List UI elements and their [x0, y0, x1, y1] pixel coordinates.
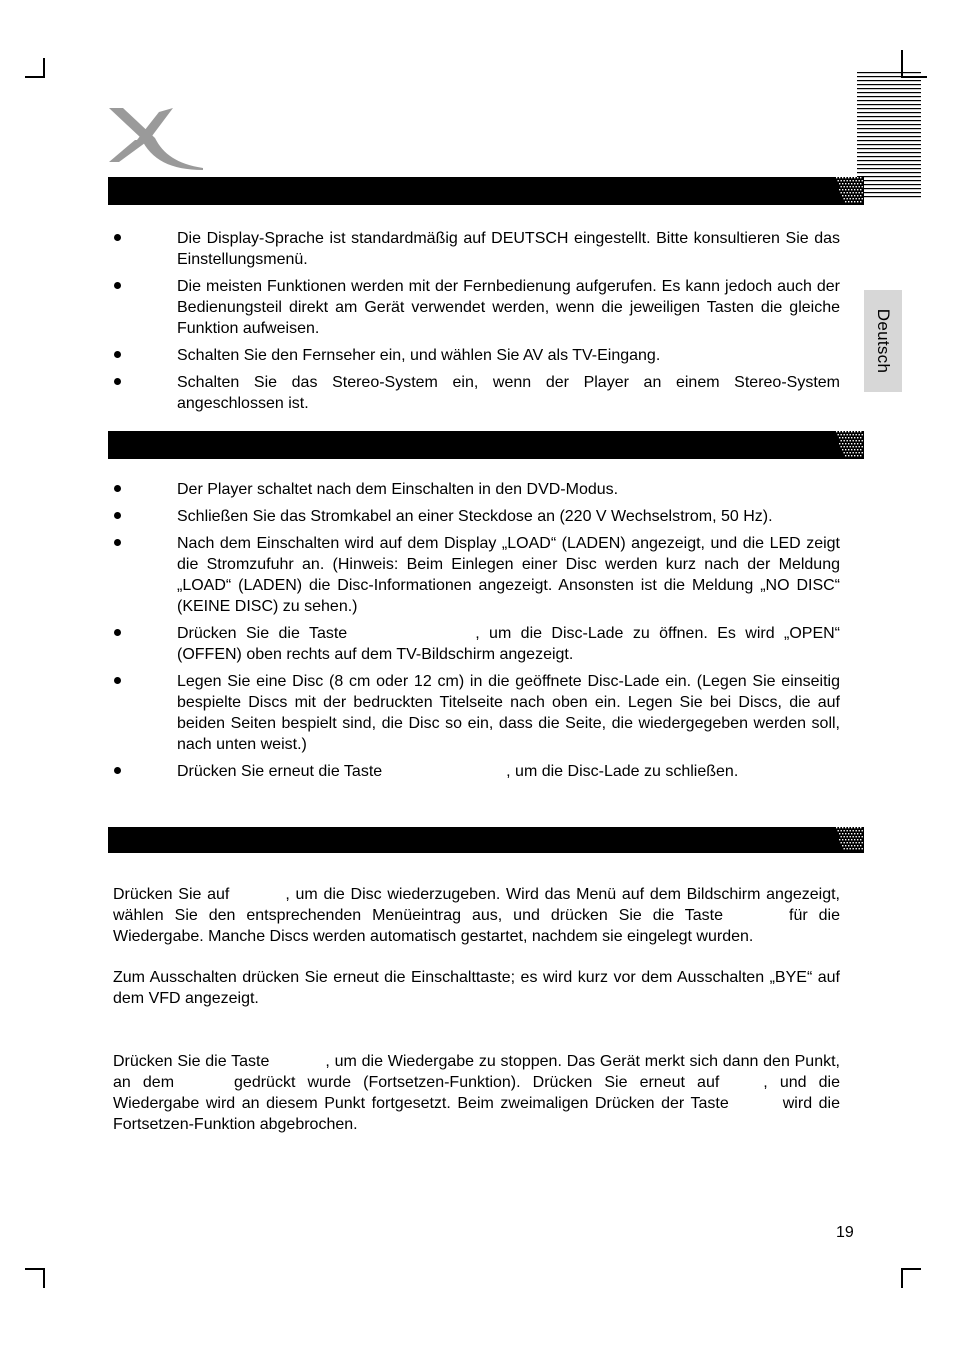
crop-mark-top-left — [25, 76, 45, 78]
brand-x-logo — [105, 104, 205, 172]
crop-mark-top-left — [43, 58, 45, 78]
language-tab-label: Deutsch — [874, 308, 893, 374]
list-item: Die meisten Funktionen werden mit der Fernbedienung aufgerufen. Es kann jedoch auch der Bedienungsteil direkt am Gerät verwendet werden, wenn die jeweiligen Tasten die gleiche Funktion aufweisen. — [110, 276, 840, 339]
page-number: 19 — [836, 1224, 854, 1241]
bullet-icon — [114, 512, 121, 519]
preparation-list — [110, 228, 840, 420]
list-item: Der Player schaltet nach dem Einschalten in den DVD-Modus. — [110, 479, 840, 500]
section-header-bar — [108, 431, 864, 459]
dot-pattern — [830, 431, 864, 459]
list-item: Schalten Sie den Fernseher ein, und wählen Sie AV als TV-Eingang. — [110, 345, 840, 366]
list-item: Legen Sie eine Disc (8 cm oder 12 cm) in die geöffnete Disc-Lade ein. (Legen Sie einseitig bespielte Discs mit der bedruckten Titelseite nach oben ein. Legen Sie bei Discs, die auf beiden Seiten bespielt sind, die Disc so ein, dass die Seite, die wiedergegeben werden soll, nach unten weist.) — [110, 671, 840, 755]
dot-pattern — [830, 177, 864, 205]
crop-mark-bottom-left — [43, 1268, 45, 1288]
dot-pattern — [830, 827, 864, 853]
bullet-icon — [114, 485, 121, 492]
bullet-icon — [114, 234, 121, 241]
list-item: Die Display-Sprache ist standardmäßig auf DEUTSCH eingestellt. Bitte konsultieren Sie das Einstellungsmenü. — [110, 228, 840, 270]
section-header-bar — [108, 827, 864, 853]
power-on-list — [110, 479, 840, 788]
list-item: Drücken Sie erneut die Taste , um die Disc-Lade zu schließen. — [110, 761, 840, 782]
crop-mark-bottom-right — [901, 1268, 921, 1270]
crop-mark-bottom-left — [25, 1268, 45, 1270]
bullet-icon — [114, 629, 121, 636]
list-item: Schließen Sie das Stromkabel an einer Steckdose an (220 V Wechselstrom, 50 Hz). — [110, 506, 840, 527]
playback-paragraph: Drücken Sie auf , um die Disc wiederzugeben. Wird das Menü auf dem Bildschirm angezeigt, wählen Sie den entsprechenden Menüeintrag aus, und drücken Sie die Taste für die Wiedergabe. Manche Discs werden automatisch gestartet, nachdem sie eingelegt wurden. — [113, 886, 841, 945]
decorative-stripes — [857, 72, 921, 200]
bullet-icon — [114, 282, 121, 289]
list-item: Drücken Sie die Taste , um die Disc-Lade zu öffnen. Es wird „OPEN“ (OFFEN) oben rechts auf dem TV-Bildschirm angezeigt. — [110, 623, 840, 665]
bullet-icon — [114, 677, 121, 684]
list-item: Nach dem Einschalten wird auf dem Display „LOAD“ (LADEN) angezeigt, und die LED zeigt die Stromzufuhr an. (Hinweis: Beim Einlegen einer Disc werden kurz nach der Meldung „LOAD“ (LADEN) die Disc-Informationen angezeigt. Ansonsten ist die Meldung „NO DISC“ (KEINE DISC) zu sehen.) — [110, 533, 840, 617]
bullet-icon — [114, 351, 121, 358]
list-item: Schalten Sie das Stereo-System ein, wenn der Player an einem Stereo-System angeschlossen ist. — [110, 372, 840, 414]
section-header-bar — [108, 177, 864, 205]
power-off-paragraph: Zum Ausschalten drücken Sie erneut die Einschalttaste; es wird kurz vor dem Ausschalten „BYE“ auf dem VFD angezeigt. — [113, 969, 840, 1007]
bullet-icon — [114, 539, 121, 546]
bullet-icon — [114, 378, 121, 385]
language-tab — [864, 290, 902, 392]
crop-mark-bottom-right — [901, 1268, 903, 1288]
bullet-icon — [114, 767, 121, 774]
stop-paragraph: Drücken Sie die Taste , um die Wiedergabe zu stoppen. Das Gerät merkt sich dann den Punkt, an dem gedrückt wurde (Fortsetzen-Funktion). Drücken Sie erneut auf , und die Wiedergabe wird an diesem Punkt fortgesetzt. Beim zweimaligen Drücken der Taste wird die Fortsetzen-Funktion abgebrochen. — [113, 1053, 840, 1133]
